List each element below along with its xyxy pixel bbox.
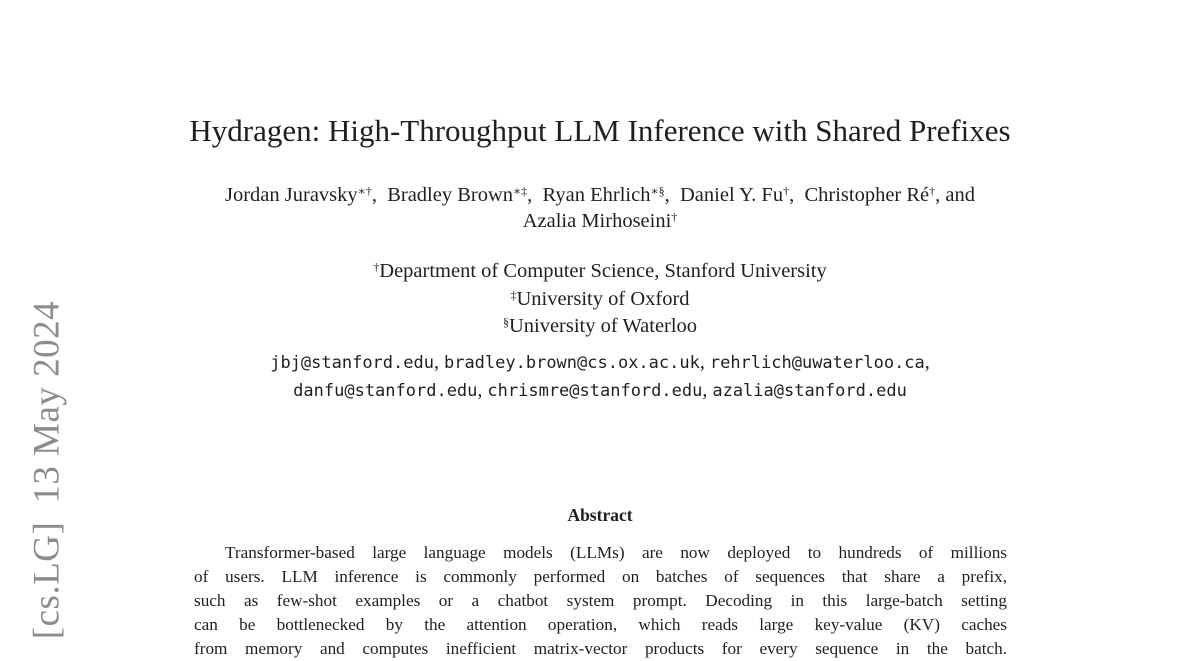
email-link[interactable]: rehrlich@uwaterloo.ca [709,353,925,373]
author: Bradley Brown∗‡, [387,184,538,206]
author: Ryan Ehrlich∗§, [542,184,675,206]
email-link[interactable]: jbj@stanford.edu [270,353,434,373]
author: Azalia Mirhoseini† [522,210,678,232]
abstract-heading: Abstract [567,505,633,525]
affiliation: §University of Waterloo [502,315,698,337]
affiliation: †Department of Computer Science, Stanford University [373,260,827,282]
abstract-line: can be bottlenecked by the attention operation, which reads large key-value (KV) caches [194,615,1007,634]
email-line: danfu@stanford.edu, chrismre@stanford.edu, azalia@stanford.edu [293,379,907,401]
email-line: jbj@stanford.edu, bradley.brown@cs.ox.ac.uk, rehrlich@uwaterloo.ca, [270,351,930,373]
author: Jordan Juravsky∗†, [224,184,383,206]
email-list [0,349,1200,405]
email-link[interactable]: bradley.brown@cs.ox.ac.uk [443,353,700,373]
affiliation: ‡University of Oxford [510,287,690,310]
author: Daniel Y. Fu†, [680,184,800,206]
abstract-body [194,541,1007,661]
arxiv-category: [cs.LG] [26,521,68,640]
paper-title: Hydragen: High-Throughput LLM Inference with Shared Prefixes [189,113,1011,148]
email-link[interactable]: chrismre@stanford.edu [487,381,703,401]
author-list [140,182,1060,234]
arxiv-date: 13 May 2024 [26,300,68,504]
abstract-line: Transformer-based large language models (LLMs) are now deployed to hundreds of millions [225,543,1007,562]
email-link[interactable]: danfu@stanford.edu [293,381,478,401]
abstract-line: from memory and computes inefficient matrix-vector products for every sequence in the batch. [194,639,1007,658]
author: Christopher Ré†, and [804,184,976,206]
abstract-line: such as few-shot examples or a chatbot system prompt. Decoding in this large-batch setting [194,591,1007,610]
abstract-line: of users. LLM inference is commonly performed on batches of sequences that share a prefix, [194,567,1007,586]
affiliation-list [0,258,1200,341]
email-link[interactable]: azalia@stanford.edu [712,381,907,401]
